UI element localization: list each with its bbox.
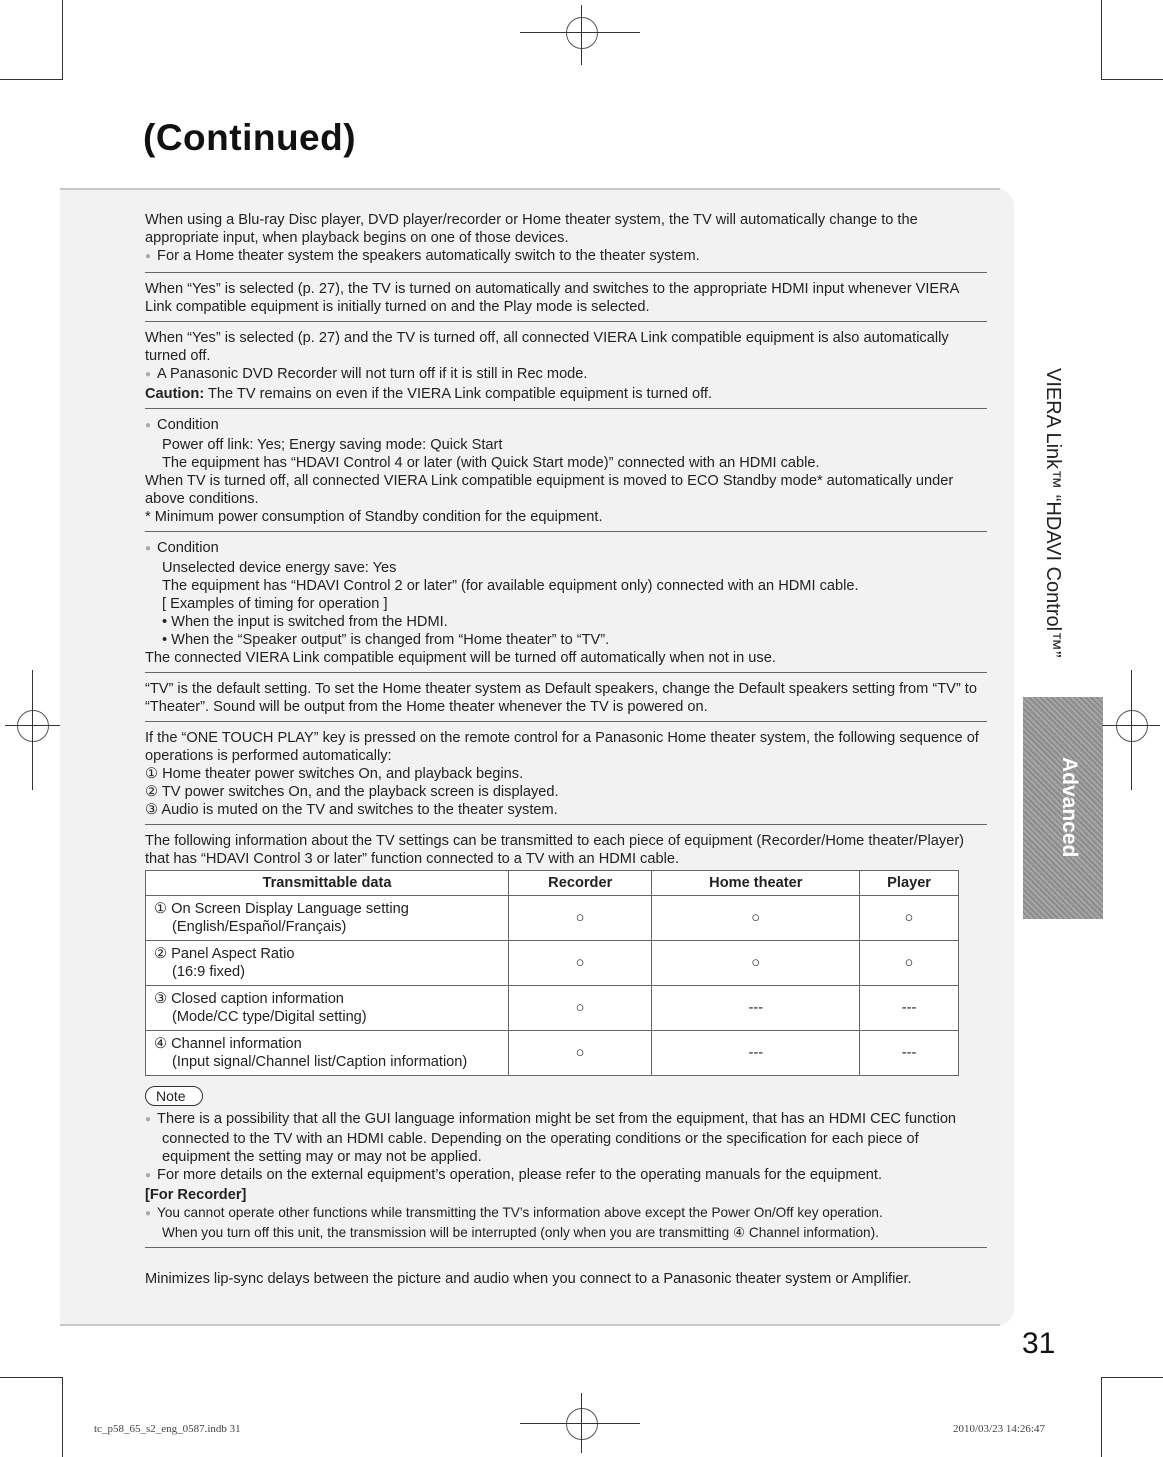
content-body (145, 208, 987, 1297)
crop-mark (1101, 79, 1163, 80)
table-cell: ○ (509, 1031, 652, 1076)
paragraph: The connected VIERA Link compatible equipment will be turned off automatically when not in use. (145, 650, 776, 666)
note-bullet: ● You cannot operate other functions while transmitting the TV’s information above except the Power On/Off key operation. (145, 1204, 987, 1224)
paragraph: When “Yes” is selected (p. 27) and the TV is turned off, all connected VIERA Link compatible equipment is also automatically turned off. (145, 330, 949, 364)
paragraph: When TV is turned off, all connected VIERA Link compatible equipment is moved to ECO Standby mode* automatically under above conditions. (145, 473, 954, 507)
registration-line (32, 670, 33, 790)
table-cell-label (146, 1031, 509, 1076)
cell-line: ④ Channel information (154, 1036, 302, 1052)
paragraph: When “Yes” is selected (p. 27), the TV is turned on automatically and switches to the appropriate HDMI input whenever VIERA Link compatible equipment is initially turned on and the Play mode is selected. (145, 281, 959, 315)
crop-mark (0, 79, 62, 80)
registration-line (1100, 725, 1160, 726)
cell-line: (Mode/CC type/Digital setting) (172, 1009, 367, 1025)
paragraph: The following information about the TV settings can be transmitted to each piece of equipment (Recorder/Home theater/Player) that has “HDAVI Control 3 or later” function connected to a TV with an HDMI cable. (145, 833, 965, 867)
table-cell: ○ (509, 896, 652, 941)
list-item: ③ Audio is muted on the TV and switches to the theater system. (145, 802, 558, 818)
crop-mark (0, 1377, 62, 1378)
table-cell: ○ (860, 896, 959, 941)
section-default-speakers (145, 677, 987, 722)
table-row (146, 896, 959, 941)
list-item: ① Home theater power switches On, and playback begins. (145, 766, 524, 782)
section-one-touch-play (145, 726, 987, 825)
registration-line (5, 725, 65, 726)
bullet: ● A Panasonic DVD Recorder will not turn off if it is still in Rec mode. (145, 365, 987, 385)
condition-line: Power off link: Yes; Energy saving mode: Quick Start (162, 437, 503, 453)
cell-line: (Input signal/Channel list/Caption information) (172, 1054, 468, 1070)
section-auto-input (145, 208, 987, 273)
crop-mark (1101, 1377, 1163, 1378)
registration-mark-top (566, 17, 598, 49)
condition-line: Unselected device energy save: Yes (162, 560, 397, 576)
registration-line (520, 1423, 640, 1424)
section-energy-save (145, 536, 987, 673)
caution-text: The TV remains on even if the VIERA Link compatible equipment is turned off. (204, 386, 713, 402)
table-header: Recorder (509, 871, 652, 896)
cell-line: (16:9 fixed) (172, 964, 246, 980)
table-header-row (146, 871, 959, 896)
table-row (146, 941, 959, 986)
table-cell: ○ (509, 941, 652, 986)
table-cell: --- (860, 1031, 959, 1076)
note-badge: Note (145, 1086, 203, 1106)
note-line: When you turn off this unit, the transmission will be interrupted (only when you are transmitting ④ Channel information). (162, 1225, 879, 1240)
bullet: ● For a Home theater system the speakers automatically switch to the theater system. (145, 247, 987, 267)
page-number: 31 (1022, 1327, 1056, 1360)
advanced-tab-label: Advanced (1058, 757, 1081, 858)
cell-line: ① On Screen Display Language setting (154, 901, 409, 917)
table-row (146, 1031, 959, 1076)
transmittable-data-table (145, 870, 959, 1076)
list-item: ② TV power switches On, and the playback screen is displayed. (145, 784, 559, 800)
note-bullet: ● For more details on the external equipment’s operation, please refer to the operating manuals for the equipment. (145, 1166, 987, 1186)
side-label-text: VIERA Link™ “HDAVI Control™” (1042, 368, 1064, 658)
panel-bottom-rule (60, 1324, 1000, 1326)
note-bullet: ● There is a possibility that all the GUI language information might be set from the equipment, that has an HDMI CEC function connected to the TV with an HDMI cable. Depending on the operating conditions or the specification for each piece of equipment the setting may or may not be applied. (145, 1110, 987, 1166)
table-header: Transmittable data (146, 871, 509, 896)
registration-line (1131, 670, 1132, 790)
registration-line (520, 32, 640, 33)
registration-mark-left (17, 710, 49, 742)
cell-line: ③ Closed caption information (154, 991, 344, 1007)
paragraph: If the “ONE TOUCH PLAY” key is pressed on the remote control for a Panasonic Home theater system, the following sequence of operations is performed automatically: (145, 730, 979, 764)
panel-top-rule (60, 188, 1000, 190)
registration-line (581, 5, 582, 65)
condition-line: • When the input is switched from the HDMI. (162, 614, 448, 630)
footnote: * Minimum power consumption of Standby condition for the equipment. (145, 509, 603, 525)
crop-mark (62, 0, 63, 80)
condition-line: [ Examples of timing for operation ] (162, 596, 388, 612)
table-header: Home theater (652, 871, 860, 896)
paragraph: “TV” is the default setting. To set the Home theater system as Default speakers, change the Default speakers setting from “TV” to “Theater”. Sound will be output from the Home theater whenever the TV is powered on. (145, 681, 977, 715)
registration-mark-right (1116, 710, 1148, 742)
crop-mark (1101, 1377, 1102, 1457)
section-lip-sync (145, 1252, 987, 1293)
cell-line: ② Panel Aspect Ratio (154, 946, 295, 962)
section-power-on-link (145, 277, 987, 322)
condition-line: • When the “Speaker output” is changed from “Home theater” to “TV”. (162, 632, 610, 648)
side-chapter-label (1040, 368, 1066, 688)
table-cell: --- (652, 1031, 860, 1076)
registration-line (581, 1393, 582, 1453)
caution-line (145, 385, 987, 403)
section-eco-standby (145, 413, 987, 532)
table-cell: ○ (652, 941, 860, 986)
paragraph: When using a Blu-ray Disc player, DVD player/recorder or Home theater system, the TV will automatically change to the appropriate input, when playback begins on one of those devices. (145, 212, 918, 246)
paragraph: Minimizes lip-sync delays between the picture and audio when you connect to a Panasonic theater system or Amplifier. (145, 1271, 912, 1287)
cell-line: (English/Español/Français) (172, 919, 347, 935)
section-power-off-link (145, 326, 987, 409)
registration-mark-bottom (566, 1408, 598, 1440)
footer-timestamp: 2010/03/23 14:26:47 (953, 1423, 1045, 1435)
table-cell-label (146, 896, 509, 941)
section-transmit-settings (145, 829, 987, 1248)
condition-line: The equipment has “HDAVI Control 4 or later (with Quick Start mode)” connected with an HDMI cable. (162, 455, 820, 471)
table-header: Player (860, 871, 959, 896)
crop-mark (62, 1377, 63, 1457)
bullet: ● Condition (145, 416, 987, 436)
table-cell: ○ (652, 896, 860, 941)
caution-label: Caution: (145, 386, 205, 402)
table-cell: --- (860, 986, 959, 1031)
table-cell: --- (652, 986, 860, 1031)
condition-line: The equipment has “HDAVI Control 2 or later” (for available equipment only) connected with an HDMI cable. (162, 578, 859, 594)
table-cell-label (146, 941, 509, 986)
table-row (146, 986, 959, 1031)
table-cell-label (146, 986, 509, 1031)
advanced-tab (1023, 697, 1103, 919)
table-cell: ○ (860, 941, 959, 986)
bullet: ● Condition (145, 539, 987, 559)
table-cell: ○ (509, 986, 652, 1031)
crop-mark (1101, 0, 1102, 80)
page-title: (Continued) (143, 117, 357, 158)
footer-file-info: tc_p58_65_s2_eng_0587.indb 31 (94, 1423, 241, 1435)
for-recorder-heading: [For Recorder] (145, 1187, 247, 1203)
